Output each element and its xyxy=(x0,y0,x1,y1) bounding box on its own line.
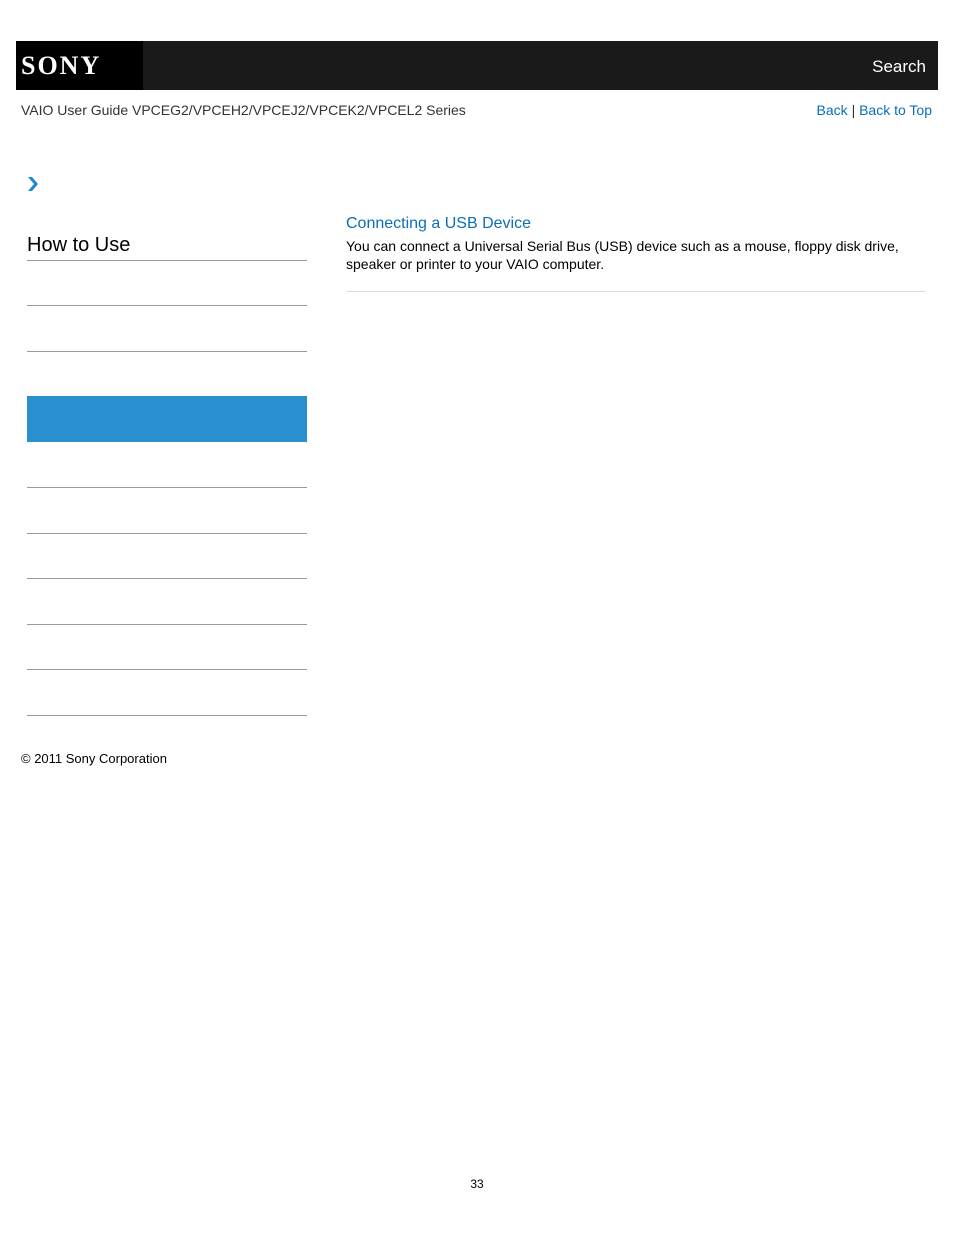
sidebar-heading: How to Use xyxy=(27,234,131,256)
chevron-right-icon[interactable] xyxy=(26,176,40,192)
sidebar-item[interactable] xyxy=(27,579,307,624)
sidebar-item[interactable] xyxy=(27,352,307,397)
top-navigation xyxy=(817,102,932,118)
sidebar-item[interactable] xyxy=(27,488,307,533)
back-link[interactable]: Back xyxy=(816,102,848,118)
topic-description: You can connect a Universal Serial Bus (USB) device such as a mouse, floppy disk drive, speaker or printer to your VAIO computer. xyxy=(346,238,899,272)
sidebar-item[interactable] xyxy=(27,261,307,306)
sidebar-item[interactable] xyxy=(27,306,307,351)
guide-title: VAIO User Guide VPCEG2/VPCEH2/VPCEJ2/VPCEK2/VPCEL2 Series xyxy=(21,102,466,118)
sidebar-item[interactable] xyxy=(27,670,307,715)
nav-separator: | xyxy=(851,102,856,118)
connecting-usb-device-link[interactable]: Connecting a USB Device xyxy=(346,215,531,232)
logo-text: SONY xyxy=(21,51,102,80)
sidebar-item[interactable] xyxy=(27,442,307,487)
content-divider xyxy=(346,291,926,292)
sidebar-item[interactable] xyxy=(27,534,307,579)
header-bar xyxy=(16,41,938,90)
copyright: © 2011 Sony Corporation xyxy=(21,751,167,766)
sidebar-item-active[interactable] xyxy=(27,396,307,442)
sony-logo xyxy=(16,41,143,90)
page-number: 33 xyxy=(470,1177,484,1191)
back-to-top-link[interactable]: Back to Top xyxy=(859,102,932,118)
sidebar-item[interactable] xyxy=(27,625,307,670)
search-link[interactable]: Search xyxy=(872,57,926,76)
sidebar-divider xyxy=(27,715,307,716)
